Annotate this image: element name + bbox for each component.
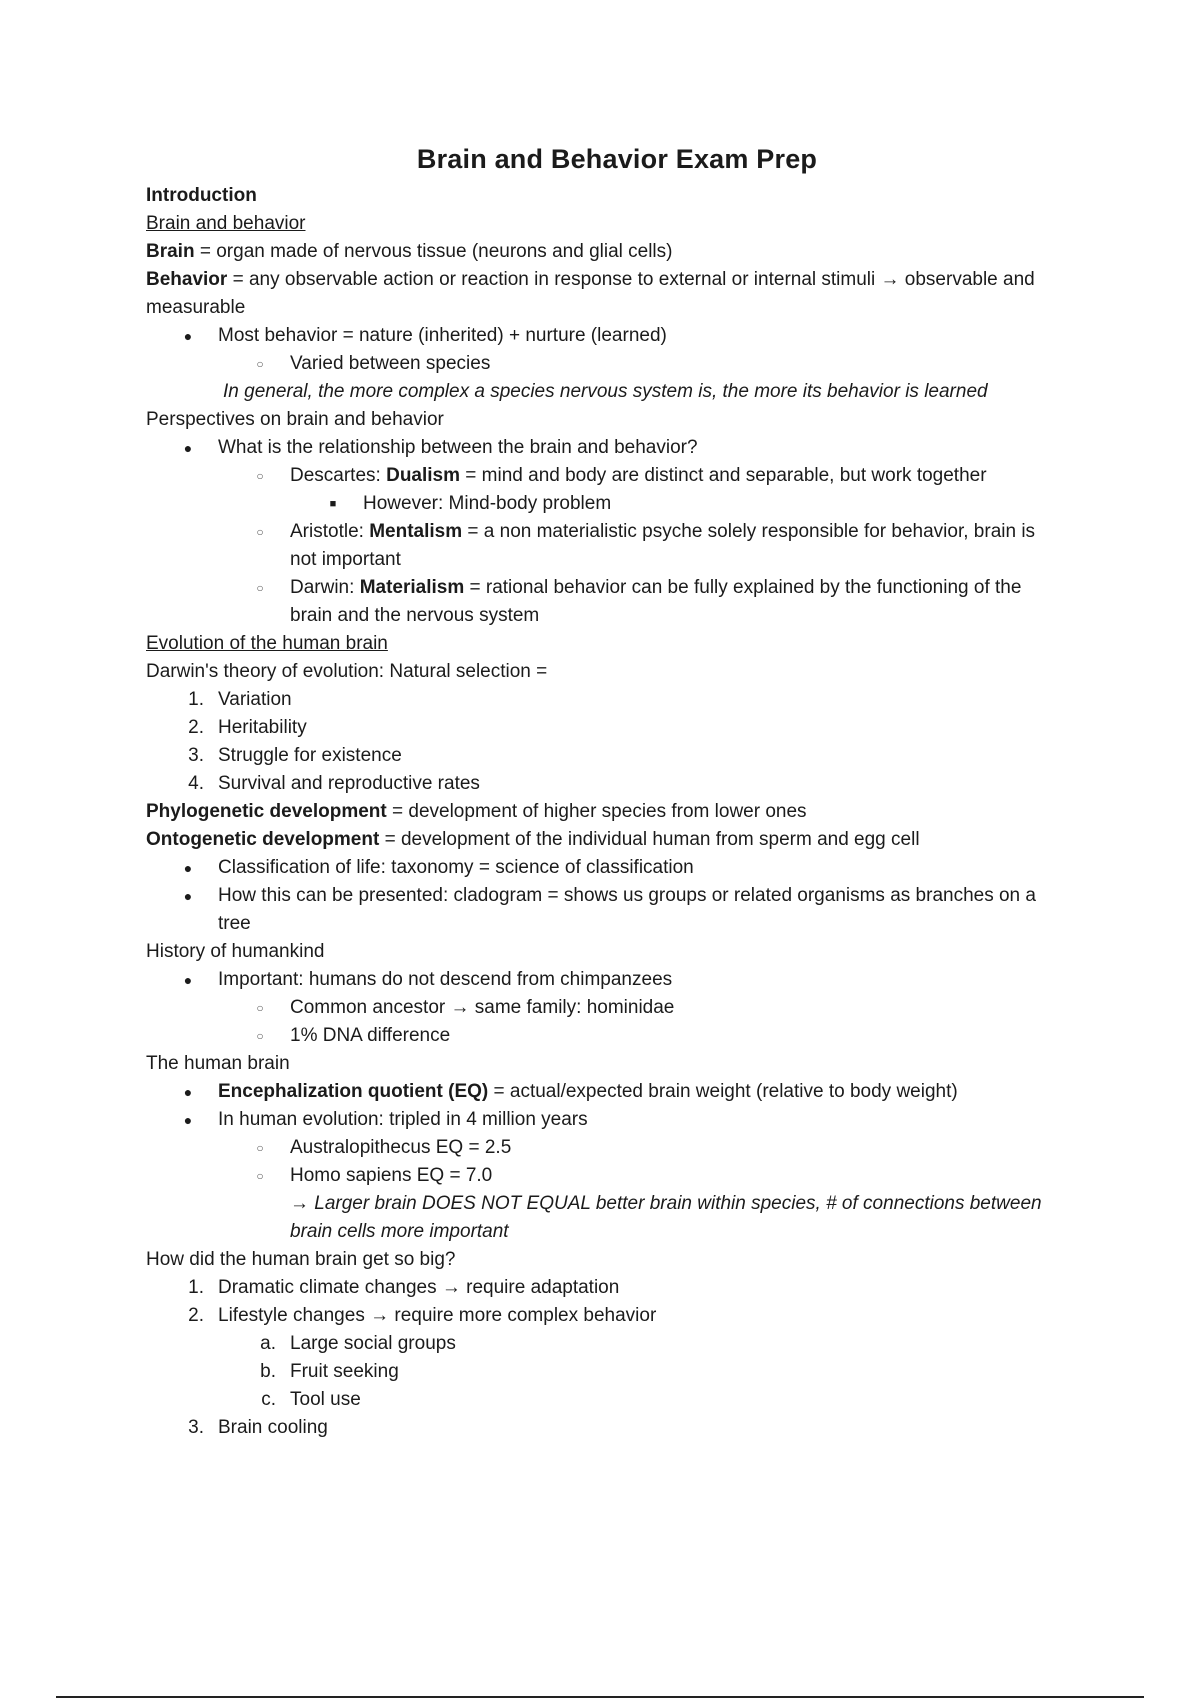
list-item-text: Australopithecus EQ = 2.5 [290,1137,512,1158]
list-item-continued: brain and the nervous system [290,605,540,626]
list-item-text: Fruit seeking [290,1361,399,1382]
section-heading-introduction: Introduction [146,185,257,206]
term: Ontogenetic development [146,829,380,850]
lettered-item [146,1330,1096,1358]
list-item-text: Dramatic climate changes → require adaptation [218,1277,620,1298]
italic-note: → Larger brain DOES NOT EQUAL better brain within species, # of connections between [290,1193,1042,1214]
list-item-text: However: Mind-body problem [363,493,612,514]
list-item [146,490,1096,518]
bullet-disc-icon: ● [183,860,193,876]
subheading-human-brain: The human brain [146,1053,290,1074]
bullet-circle-icon: ○ [256,1141,264,1155]
list-item [146,854,1096,882]
list-item-text: Homo sapiens EQ = 7.0 [290,1165,493,1186]
list-item [146,322,1096,350]
list-item-text: 1% DNA difference [290,1025,451,1046]
list-item-text: Brain cooling [218,1417,328,1438]
list-item-continued: tree [218,913,251,934]
term: Behavior [146,269,228,290]
definition-behavior [146,266,1096,294]
list-item [146,1106,1096,1134]
definition-brain [146,238,1096,266]
list-item-text: Classification of life: taxonomy = science of classification [218,857,694,878]
term: Phylogenetic development [146,801,387,822]
term: Materialism [359,577,465,598]
definition-text: = any observable action or reaction in response to external or internal stimuli → observable and [227,269,1035,290]
lettered-item [146,1386,1096,1414]
list-letter: b. [260,1361,276,1382]
list-item-text: Heritability [218,717,307,738]
list-item-text: Common ancestor → same family: hominidae [290,997,675,1018]
list-item [146,1162,1096,1190]
numbered-item [146,714,1096,742]
subheading-evolution: Evolution of the human brain [146,633,388,654]
definition-behavior-continued: measurable [146,297,246,318]
subheading-how-big: How did the human brain get so big? [146,1249,456,1270]
definition-text: = rational behavior can be fully explained by the functioning of the [464,577,1022,598]
bullet-circle-icon: ○ [256,1169,264,1183]
definition-text: = actual/expected brain weight (relative to body weight) [488,1081,958,1102]
list-number: 3. [188,745,204,766]
bullet-disc-icon: ● [183,440,193,456]
list-item [146,882,1096,910]
bullet-circle-icon: ○ [256,581,264,595]
list-item-prefix: Aristotle: [290,521,370,542]
list-number: 1. [188,1277,204,1298]
bullet-circle-icon: ○ [256,525,264,539]
document-body [146,182,1096,1442]
bullet-square-icon: ■ [329,498,337,510]
subheading-perspectives: Perspectives on brain and behavior [146,409,444,430]
list-item-text: Struggle for existence [218,745,402,766]
list-item-descartes [146,462,1096,490]
list-item [146,994,1096,1022]
list-item-prefix: Darwin: [290,577,360,598]
page-title: Brain and Behavior Exam Prep [416,144,818,174]
definition-ontogenetic [146,826,1096,854]
list-item-text: Important: humans do not descend from chimpanzees [218,969,673,990]
definition-text: = development of the individual human from sperm and egg cell [379,829,920,850]
list-number: 2. [188,717,204,738]
list-item [146,1022,1096,1050]
list-item-text: Large social groups [290,1333,456,1354]
list-number: 3. [188,1417,204,1438]
term: Encephalization quotient (EQ) [218,1081,489,1102]
list-item [146,966,1096,994]
list-number: 2. [188,1305,204,1326]
list-item-text: In human evolution: tripled in 4 million years [218,1109,588,1130]
term: Dualism [386,465,461,486]
page-bottom-divider [56,1696,1144,1698]
list-letter: c. [261,1389,276,1410]
definition-text: = mind and body are distinct and separable, but work together [460,465,987,486]
list-item-text: Tool use [290,1389,361,1410]
bullet-disc-icon: ● [183,328,193,344]
bullet-circle-icon: ○ [256,357,264,371]
list-item-text: How this can be presented: cladogram = shows us groups or related organisms as branches on a [218,885,1036,906]
subheading-history: History of humankind [146,941,325,962]
bullet-circle-icon: ○ [256,1029,264,1043]
list-item-eq [146,1078,1096,1106]
bullet-disc-icon: ● [183,888,193,904]
list-item-text: What is the relationship between the brain and behavior? [218,437,698,458]
list-letter: a. [260,1333,276,1354]
list-item-text: Varied between species [290,353,491,374]
list-item [146,1134,1096,1162]
list-item-aristotle [146,518,1096,546]
bullet-disc-icon: ● [183,972,193,988]
subheading-brain-and-behavior: Brain and behavior [146,213,306,234]
list-item-prefix: Descartes: [290,465,387,486]
definition-text: = development of higher species from lower ones [386,801,807,822]
term: Mentalism [369,521,463,542]
italic-note: In general, the more complex a species nervous system is, the more its behavior is learned [223,381,988,402]
bullet-disc-icon: ● [183,1112,193,1128]
numbered-item [146,770,1096,798]
list-item-darwin [146,574,1096,602]
list-number: 4. [188,773,204,794]
list-item-text: Lifestyle changes → require more complex behavior [218,1305,657,1326]
list-item-continued: not important [290,549,401,570]
list-item [146,434,1096,462]
numbered-item [146,1302,1096,1330]
bullet-circle-icon: ○ [256,1001,264,1015]
list-number: 1. [188,689,204,710]
definition-phylogenetic [146,798,1096,826]
bullet-circle-icon: ○ [256,469,264,483]
italic-note-continued: brain cells more important [290,1221,509,1242]
paragraph: Darwin's theory of evolution: Natural selection = [146,661,548,682]
list-item-text: Most behavior = nature (inherited) + nurture (learned) [218,325,667,346]
definition-text: = a non materialistic psyche solely responsible for behavior, brain is [462,521,1036,542]
numbered-item [146,686,1096,714]
numbered-item [146,1274,1096,1302]
list-item-text: Variation [218,689,292,710]
list-item-text: Survival and reproductive rates [218,773,480,794]
term: Brain [146,241,195,262]
list-item [146,350,1096,378]
bullet-disc-icon: ● [183,1084,193,1100]
definition-text: = organ made of nervous tissue (neurons and glial cells) [194,241,673,262]
numbered-item [146,742,1096,770]
numbered-item [146,1414,1096,1442]
lettered-item [146,1358,1096,1386]
